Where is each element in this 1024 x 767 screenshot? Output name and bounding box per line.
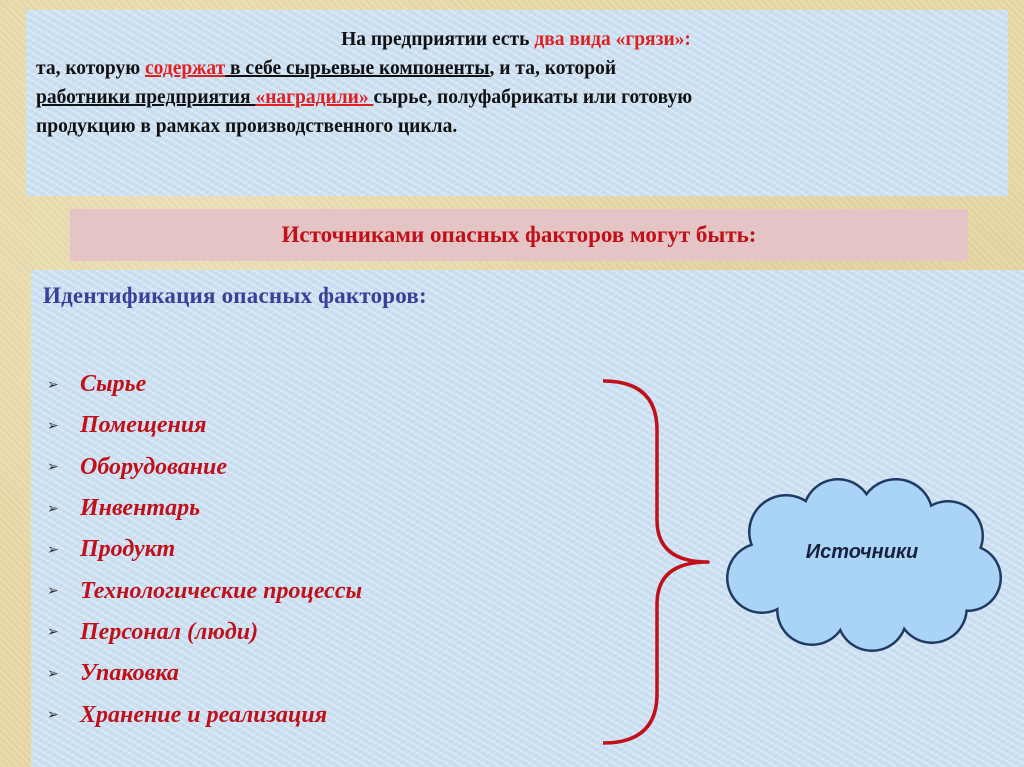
intro-line-1-prefix: На предприятии есть: [341, 29, 535, 50]
identification-title: Идентификация опасных факторов:: [43, 283, 427, 308]
intro-line-3-end: сырье, полуфабрикаты или готовую: [373, 87, 693, 108]
intro-line-2-end: , и та, которой: [489, 58, 617, 79]
arrow-bullet-icon: ➢: [47, 376, 59, 393]
arrow-bullet-icon: ➢: [47, 624, 59, 641]
intro-highlight: два вида «грязи»:: [534, 29, 691, 50]
arrow-bullet-icon: ➢: [47, 417, 59, 434]
source-item-text: Персонал (люди): [80, 618, 259, 645]
intro-line-4: продукцию в рамках производственного цикла.: [36, 116, 458, 137]
intro-line-2-start: та, которую: [36, 58, 145, 79]
intro-workers: работники предприятия: [36, 87, 256, 108]
source-item-text: Продукт: [80, 536, 176, 563]
arrow-bullet-icon: ➢: [47, 583, 59, 600]
cloud-label: Источники: [805, 541, 919, 563]
source-item-text: Инвентарь: [80, 495, 201, 522]
source-item-text: Помещения: [80, 412, 207, 439]
arrow-bullet-icon: ➢: [47, 500, 59, 517]
source-item-text: Хранение и реализация: [80, 701, 328, 728]
sources-heading: Источниками опасных факторов могут быть:: [70, 209, 968, 261]
intro-raw-components: в себе сырьевые компоненты: [225, 58, 490, 79]
source-item-text: Технологические процессы: [80, 577, 363, 604]
intro-rewarded-word: «наградили»: [255, 87, 374, 108]
source-item-text: Упаковка: [80, 660, 179, 687]
intro-contain-word: содержат: [144, 58, 226, 79]
arrow-bullet-icon: ➢: [47, 665, 59, 682]
source-item-text: Оборудование: [80, 453, 228, 480]
arrow-bullet-icon: ➢: [47, 707, 59, 724]
cloud-icon: [716, 474, 1008, 654]
arrow-bullet-icon: ➢: [47, 541, 59, 558]
source-item-text: Сырье: [80, 371, 147, 398]
arrow-bullet-icon: ➢: [47, 459, 59, 476]
